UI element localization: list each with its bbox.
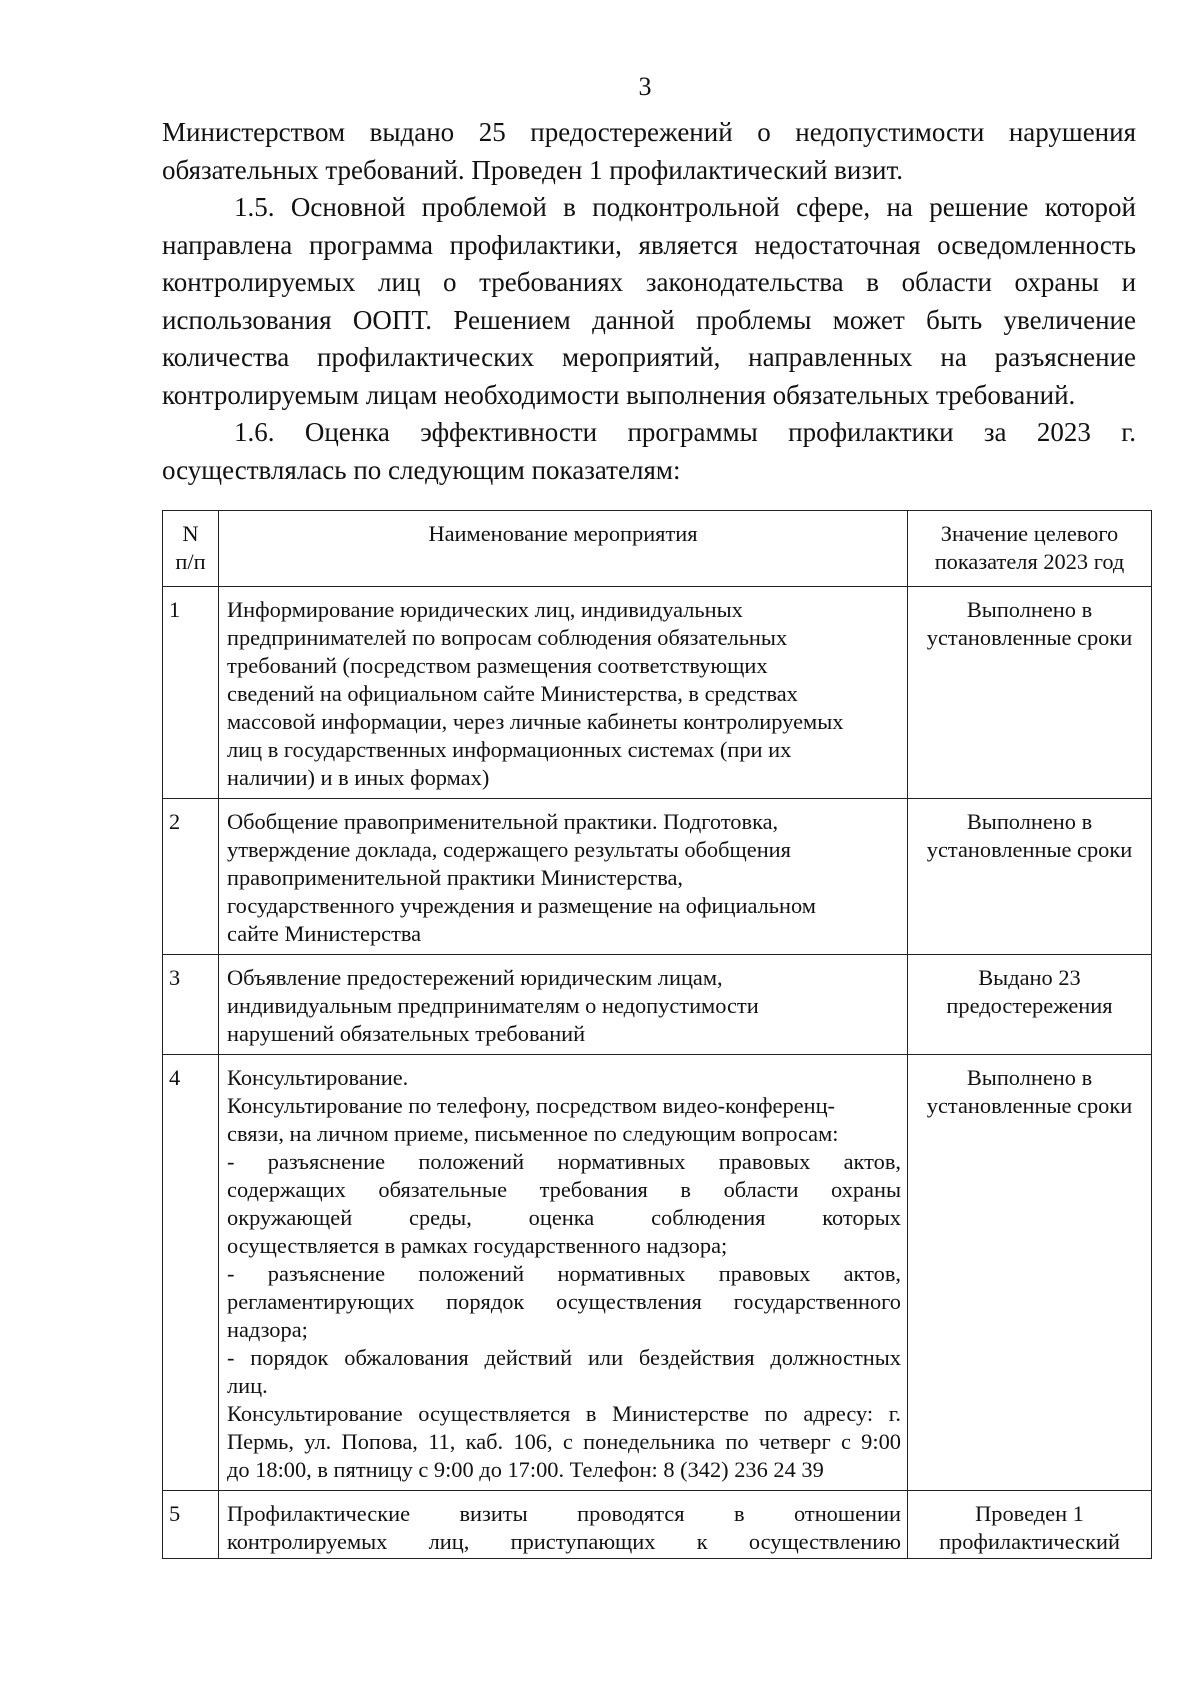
target-value-line: Выдано 23 [978, 965, 1081, 990]
target-value-line: профилактический [939, 1529, 1120, 1554]
row-target-value [908, 587, 1152, 799]
paragraph-1-6 [162, 414, 1136, 489]
paragraph-1 [162, 114, 1136, 189]
target-value-line: предостережения [946, 993, 1113, 1018]
target-value-line: Выполнено в [966, 809, 1093, 834]
table-row [163, 587, 1152, 799]
indicators-table [162, 510, 1152, 1559]
row-activity-name [219, 1491, 908, 1559]
row-activity-name [219, 1055, 908, 1491]
table-header-row [163, 511, 1152, 587]
paragraph-line: контролируемых лиц о требованиях законодательства в области охраны [162, 267, 1099, 297]
activity-line: лиц в государственных информационных системах (при их [227, 737, 792, 762]
header-num-line: п/п [175, 549, 206, 574]
header-num [163, 511, 219, 587]
target-value-line: установленные сроки [926, 1093, 1133, 1118]
paragraph-line: количества профилактических мероприятий, направленных на разъяснение [162, 342, 1136, 372]
paragraph-line: контролируемым лицам необходимости выполнения обязательных требований. [162, 379, 1076, 410]
activity-line: нарушений обязательных требований [227, 1021, 586, 1046]
header-value-line: показателя 2023 год [934, 549, 1125, 574]
activity-line: сайте Министерства [227, 921, 422, 946]
header-num-line: N [182, 521, 199, 546]
activity-line: Консультирование по телефону, посредством видео-конференц- [227, 1093, 836, 1118]
target-value-line: установленные сроки [926, 837, 1133, 862]
paragraph-line: осуществлялась по следующим показателям: [162, 454, 681, 485]
target-value-line: Проведен 1 [975, 1501, 1084, 1526]
row-number: 5 [163, 1491, 219, 1559]
activity-line: Объявление предостережений юридическим лицам, [227, 965, 723, 990]
table-body [163, 587, 1152, 1559]
row-number: 3 [163, 955, 219, 1055]
activity-line: Информирование юридических лиц, индивидуальных [227, 597, 743, 622]
activity-line: - разъяснение положений нормативных правовых актов, [227, 1149, 901, 1174]
row-activity-name [219, 799, 908, 955]
activity-line: индивидуальным предпринимателям о недопустимости [227, 993, 759, 1018]
activity-line: осуществляется в рамках государственного надзора; [227, 1233, 728, 1258]
paragraph-line: 1.6. Оценка эффективности программы профилактики за 2023 г. [234, 417, 1136, 447]
activity-line: содержащих обязательные требования в области охраны [227, 1177, 901, 1202]
row-number: 1 [163, 587, 219, 799]
activity-line: сведений на официальном сайте Министерства, в средствах [227, 681, 798, 706]
row-target-value [908, 799, 1152, 955]
row-number: 2 [163, 799, 219, 955]
header-value [908, 511, 1152, 587]
row-target-value [908, 1055, 1152, 1491]
header-name: Наименование мероприятия [219, 511, 908, 587]
activity-line: - разъяснение положений нормативных правовых актов, [227, 1261, 901, 1286]
activity-line: Профилактические визиты проводятся в отношении [227, 1501, 901, 1526]
row-activity-name [219, 587, 908, 799]
paragraph-line: и использования ООПТ. Решением данной проблемы может быть увеличение [162, 267, 1137, 335]
activity-line: государственного учреждения и размещение на официальном [227, 893, 816, 918]
activity-line: связи, на личном приеме, письменное по следующим вопросам: [227, 1121, 839, 1146]
activity-line: правоприменительной практики Министерства, [227, 865, 684, 890]
table-row [163, 799, 1152, 955]
body-text [162, 114, 1136, 489]
header-value-line: Значение целевого [940, 521, 1119, 546]
paragraph-line: 1.5. Основной проблемой в подконтрольной сфере, на решение которой [234, 192, 1136, 222]
activity-line: наличии) и в иных формах) [227, 765, 490, 790]
paragraph-1-5 [162, 189, 1136, 414]
activity-line: - порядок обжалования действий или бездействия должностных [227, 1345, 901, 1370]
activity-line: утверждение доклада, содержащего результаты обобщения [227, 837, 791, 862]
activity-line: контролируемых лиц, приступающих к осуществлению [227, 1529, 901, 1554]
target-value-line: Выполнено в [966, 597, 1093, 622]
row-target-value [908, 1491, 1152, 1559]
activity-line: Консультирование. [227, 1065, 409, 1090]
table-row [163, 955, 1152, 1055]
activity-line: окружающей среды, оценка соблюдения которых [227, 1205, 901, 1230]
row-target-value [908, 955, 1152, 1055]
activity-line: Пермь, ул. Попова, 11, каб. 106, с понедельника по четверг с 9:00 [227, 1429, 901, 1454]
row-number: 4 [163, 1055, 219, 1491]
activity-line: Консультирование осуществляется в Министерстве по адресу: г. [227, 1401, 901, 1426]
activity-line: предпринимателей по вопросам соблюдения обязательных [227, 625, 788, 650]
table-row [163, 1055, 1152, 1491]
activity-line: до 18:00, в пятницу с 9:00 до 17:00. Телефон: 8 (342) 236 24 39 [227, 1457, 824, 1482]
paragraph-line: Министерством выдано 25 предостережений о недопустимости нарушения [162, 117, 1136, 147]
row-activity-name [219, 955, 908, 1055]
activity-line: требований (посредством размещения соответствующих [227, 653, 768, 678]
target-value-line: Выполнено в [966, 1065, 1093, 1090]
activity-line: Обобщение правоприменительной практики. Подготовка, [227, 809, 779, 834]
activity-line: массовой информации, через личные кабинеты контролируемых [227, 709, 844, 734]
page-number: 3 [638, 72, 652, 101]
activity-line: регламентирующих порядок осуществления государственного [227, 1289, 901, 1314]
paragraph-line: обязательных требований. Проведен 1 профилактический визит. [162, 154, 903, 185]
paragraph-line: направлена программа профилактики, является недостаточная осведомленность [162, 229, 1136, 260]
activity-line: лиц. [227, 1373, 268, 1398]
target-value-line: установленные сроки [926, 625, 1133, 650]
table-row [163, 1491, 1152, 1559]
activity-line: надзора; [227, 1317, 308, 1342]
